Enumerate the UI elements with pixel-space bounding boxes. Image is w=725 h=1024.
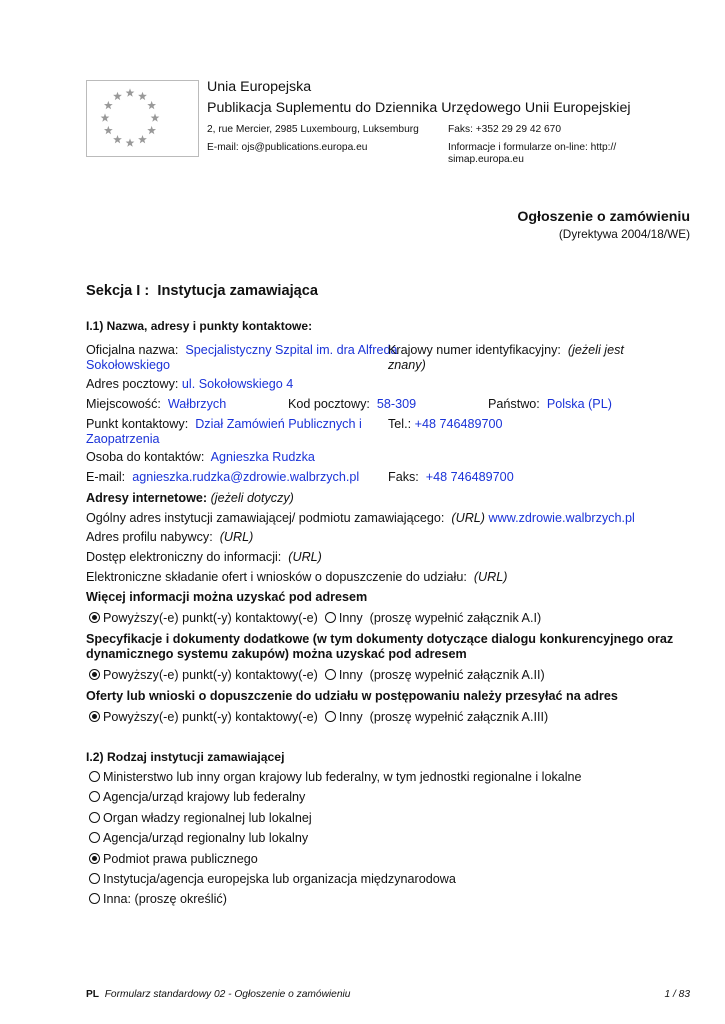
radio-authority-type[interactable] [89, 832, 100, 843]
fax-value: +48 746489700 [425, 470, 514, 484]
specs-title-line2: dynamicznego systemu zakupów) można uzyskać pod adresem [86, 647, 467, 661]
official-name-value: Specjalistyczny Szpital im. dra Alfreda [185, 343, 398, 357]
star-icon [104, 126, 113, 134]
internet-note: (jeżeli dotyczy) [210, 491, 294, 505]
url-tag: (URL) [451, 511, 485, 525]
contact-point-row [86, 417, 362, 431]
radio-other[interactable] [325, 711, 336, 722]
eu-flag-logo [86, 80, 199, 157]
star-icon [126, 138, 135, 146]
country-label: Państwo: [488, 397, 540, 411]
tel-label: Tel.: [388, 417, 412, 431]
radio-authority-type-selected[interactable] [89, 853, 100, 864]
star-icon [104, 101, 113, 109]
authority-type-label: Ministerstwo lub inny organ krajowy lub federalny, w tym jednostki regionalne i lokalne [103, 770, 582, 784]
header-email: E-mail: ojs@publications.europa.eu [207, 142, 368, 153]
footer [86, 989, 350, 1000]
authority-type-label: Inna: (proszę określić) [103, 892, 227, 907]
star-icon [151, 113, 160, 121]
general-address-link[interactable]: www.zdrowie.walbrzych.pl [488, 511, 635, 525]
authority-type-item[interactable] [89, 811, 582, 831]
buyer-profile-row [86, 530, 253, 544]
star-icon [101, 113, 110, 121]
radio-other[interactable] [325, 612, 336, 623]
city-value: Wałbrzych [167, 397, 227, 411]
radio-other[interactable] [325, 669, 336, 680]
offers-options [89, 710, 548, 724]
footer-page-number: 1 / 83 [664, 989, 690, 1000]
more-info-title: Więcej informacji można uzyskać pod adresem [86, 590, 368, 604]
fax-row [388, 470, 514, 484]
authority-type-label: Agencja/urząd regionalny lub lokalny [103, 831, 309, 846]
star-icon [147, 126, 156, 134]
official-name-label: Oficjalna nazwa: [86, 343, 179, 357]
url-tag: (URL) [219, 530, 254, 544]
notice-title: Ogłoszenie o zamówieniu [517, 209, 690, 225]
annex-note: (proszę wypełnić załącznik A.III) [369, 710, 549, 724]
authority-type-item[interactable] [89, 872, 582, 892]
authority-type-label: Instytucja/agencja europejska lub organizacja międzynarodowa [103, 871, 456, 886]
authority-type-list [89, 770, 582, 913]
postal-row [86, 377, 293, 391]
star-icon [113, 92, 122, 100]
section-title: Sekcja I : Instytucja zamawiająca [86, 283, 318, 299]
general-address-row [86, 511, 635, 525]
email-row [86, 470, 359, 484]
city-row [86, 397, 226, 411]
contact-point-value-line2: Zaopatrzenia [86, 432, 160, 446]
eu-stars-icon [87, 81, 198, 156]
fax-label: Faks: [388, 470, 419, 484]
national-id-note-line2: znany) [388, 358, 426, 372]
star-icon [138, 135, 147, 143]
buyer-profile-label: Adres profilu nabywcy: [86, 530, 213, 544]
tel-value: +48 746489700 [414, 417, 503, 431]
subsection-1-2-title: I.2) Rodzaj instytucji zamawiającej [86, 750, 285, 764]
person-row [86, 450, 315, 464]
header-fax: Faks: +352 29 29 42 670 [448, 124, 561, 135]
city-label: Miejscowość: [86, 397, 161, 411]
authority-type-item[interactable] [89, 770, 582, 790]
more-info-options [89, 611, 541, 625]
offers-title: Oferty lub wnioski o dopuszczenie do udziału w postępowaniu należy przesyłać na adres [86, 689, 618, 703]
header-address: 2, rue Mercier, 2985 Luxembourg, Luksemburg [207, 124, 419, 135]
radio-above-label: Powyższy(-e) punkt(-y) kontaktowy(-e) [103, 668, 318, 682]
e-submission-label: Elektroniczne składanie ofert i wniosków o dopuszczenie do udziału: [86, 570, 467, 584]
authority-type-label: Organ władzy regionalnej lub lokalnej [103, 810, 312, 825]
authority-type-item[interactable] [89, 892, 582, 912]
contact-point-value: Dział Zamówień Publicznych i [195, 417, 362, 431]
official-name-row [86, 343, 398, 357]
radio-authority-type[interactable] [89, 873, 100, 884]
national-id-label: Krajowy numer identyfikacyjny: [388, 343, 561, 357]
footer-lang: PL [86, 989, 100, 1000]
header-info-line1: Informacje i formularze on-line: http:// [448, 142, 617, 153]
authority-type-label: Agencja/urząd krajowy lub federalny [103, 790, 306, 805]
star-icon [138, 92, 147, 100]
header-info-line2: simap.europa.eu [448, 154, 524, 165]
star-icon [113, 135, 122, 143]
radio-authority-type[interactable] [89, 771, 100, 782]
radio-above-label: Powyższy(-e) punkt(-y) kontaktowy(-e) [103, 611, 318, 625]
radio-authority-type[interactable] [89, 812, 100, 823]
annex-note: (proszę wypełnić załącznik A.I) [369, 611, 542, 625]
radio-above-contact-selected[interactable] [89, 612, 100, 623]
e-access-label: Dostęp elektroniczny do informacji: [86, 550, 282, 564]
notice-directive: (Dyrektywa 2004/18/WE) [558, 227, 690, 241]
e-access-row [86, 550, 322, 564]
postcode-value: 58-309 [376, 397, 417, 411]
header-publication: Publikacja Suplementu do Dziennika Urzędowego Unii Europejskiej [207, 100, 631, 116]
annex-note: (proszę wypełnić załącznik A.II) [369, 668, 545, 682]
person-value: Agnieszka Rudzka [210, 450, 315, 464]
star-icon [126, 88, 135, 96]
subsection-1-1-title: I.1) Nazwa, adresy i punkty kontaktowe: [86, 319, 313, 333]
radio-authority-type[interactable] [89, 893, 100, 904]
country-row [488, 397, 612, 411]
url-tag: (URL) [473, 570, 508, 584]
official-name-value-line2: Sokołowskiego [86, 358, 171, 372]
authority-type-item[interactable] [89, 831, 582, 851]
email-label: E-mail: [86, 470, 126, 484]
postal-value: ul. Sokołowskiego 4 [181, 377, 294, 391]
tel-row [388, 417, 503, 431]
postal-label: Adres pocztowy: [86, 377, 179, 391]
radio-authority-type[interactable] [89, 791, 100, 802]
country-value: Polska (PL) [546, 397, 612, 411]
radio-above-contact-selected[interactable] [89, 669, 100, 680]
specs-options [89, 668, 545, 682]
specs-title-line1: Specyfikacje i dokumenty dodatkowe (w tym dokumenty dotyczące dialogu konkurencyjnego oraz [86, 632, 674, 646]
authority-type-item[interactable] [89, 852, 582, 872]
national-id-row [388, 343, 624, 357]
contact-point-label: Punkt kontaktowy: [86, 417, 189, 431]
header-org: Unia Europejska [207, 79, 312, 95]
postcode-label: Kod pocztowy: [288, 397, 370, 411]
url-tag: (URL) [288, 550, 322, 564]
internet-row [86, 491, 294, 505]
general-address-label: Ogólny adres instytucji zamawiającej/ podmiotu zamawiającego: [86, 511, 445, 525]
email-link[interactable]: agnieszka.rudzka@zdrowie.walbrzych.pl [132, 470, 360, 484]
postcode-row [288, 397, 416, 411]
authority-type-item[interactable] [89, 790, 582, 810]
footer-form: Formularz standardowy 02 - Ogłoszenie o zamówieniu [104, 989, 351, 1000]
radio-above-contact-selected[interactable] [89, 711, 100, 722]
e-submission-row [86, 570, 507, 584]
authority-type-label: Podmiot prawa publicznego [103, 851, 258, 866]
radio-other-label: Inny [338, 611, 363, 625]
star-icon [147, 101, 156, 109]
radio-other-label: Inny [338, 710, 363, 724]
radio-other-label: Inny [338, 668, 363, 682]
national-id-note: (jeżeli jest [567, 343, 624, 357]
radio-above-label: Powyższy(-e) punkt(-y) kontaktowy(-e) [103, 710, 318, 724]
person-label: Osoba do kontaktów: [86, 450, 205, 464]
internet-label: Adresy internetowe: [86, 491, 208, 505]
